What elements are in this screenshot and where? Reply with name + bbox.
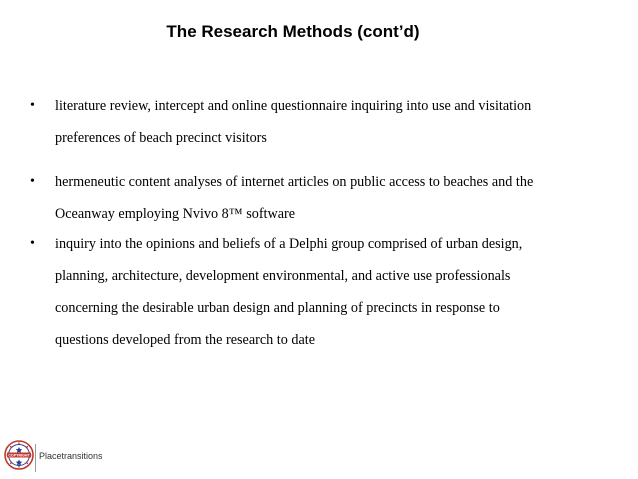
bullet-line: questions developed from the research to date [55,332,316,348]
bullet-line: literature review, intercept and online questionnaire inquiring into use and visitation [55,98,532,114]
bullet-line: planning, architecture, development environmental, and active use professionals [55,268,511,284]
bullet-marker: • [30,98,35,113]
seal-text: COPYRIGHT [8,453,30,458]
footer-divider [35,444,36,472]
bullet-line: hermeneutic content analyses of internet articles on public access to beaches and the [55,174,534,190]
copyright-seal-icon [4,440,34,470]
bullet-line: preferences of beach precinct visitors [55,130,267,146]
bullet-text [55,166,615,230]
bullet-line: concerning the desirable urban design and planning of precincts in response to [55,300,500,316]
bullet-line: Oceanway employing Nvivo 8™ software [55,206,296,222]
bullet-marker: • [30,174,35,189]
bullet-line: inquiry into the opinions and beliefs of a Delphi group comprised of urban design, [55,236,523,252]
bullet-text [55,90,615,154]
bullet-marker: • [30,236,35,251]
brand-name: Placetransitions [39,451,103,461]
bullet-text [55,228,615,356]
slide-title: The Research Methods (cont’d) [166,22,420,41]
